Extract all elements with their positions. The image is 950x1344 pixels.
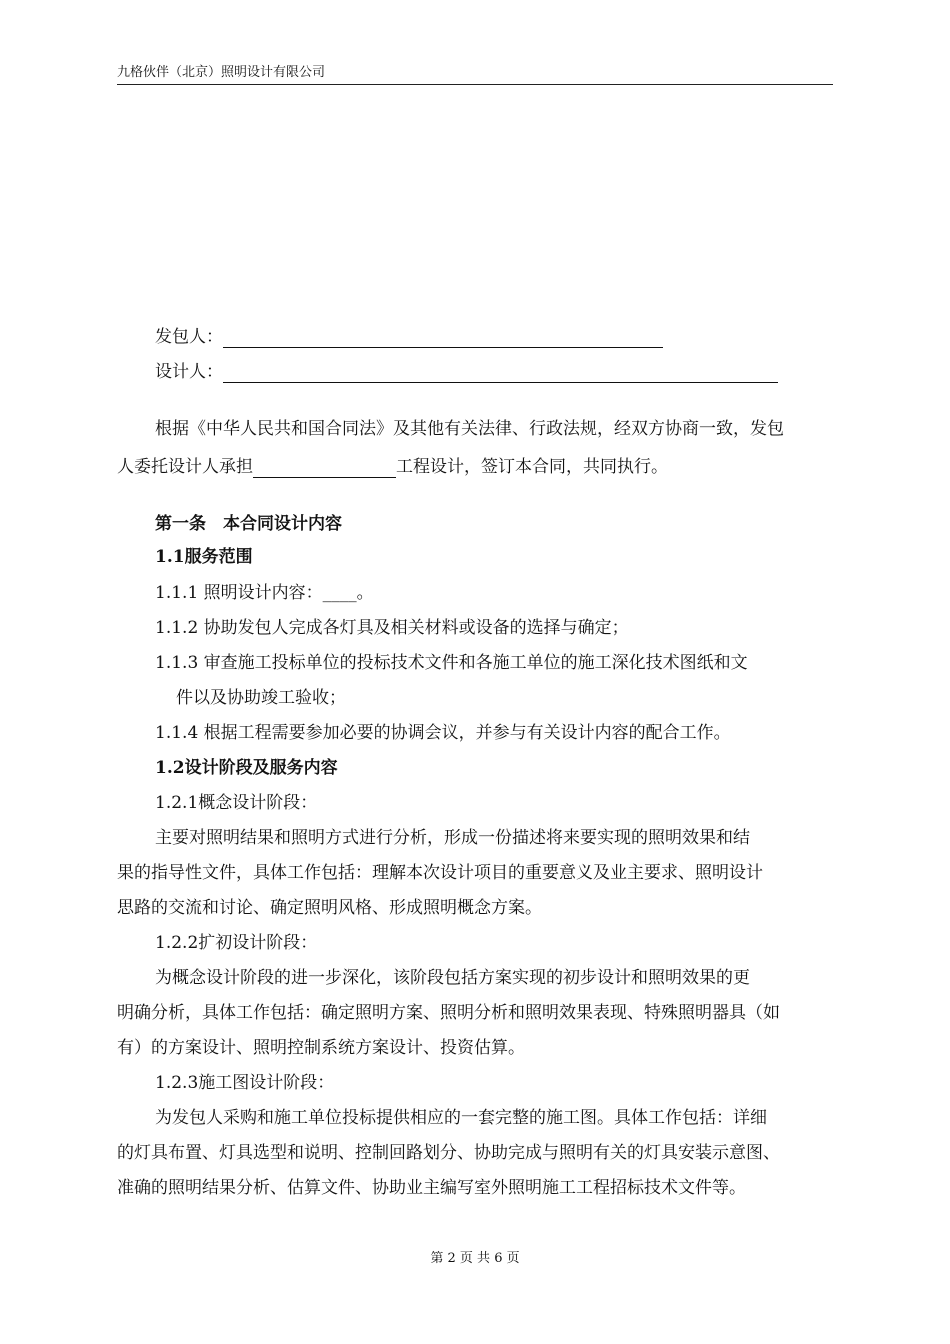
- phase-3-title: 1.2.3施工图设计阶段：: [155, 1073, 335, 1093]
- phase-1-title: 1.2.1概念设计阶段：: [155, 793, 318, 813]
- designer-line: [155, 361, 778, 383]
- item-1-1-4: 1.1.4 根据工程需要参加必要的协调会议，并参与有关设计内容的配合工作。: [155, 723, 731, 743]
- phase-2-text-3: 有）的方案设计、照明控制系统方案设计、投资估算。: [117, 1038, 525, 1058]
- phase-1-text-2: 果的指导性文件，具体工作包括：理解本次设计项目的重要意义及业主要求、照明设计: [117, 863, 763, 883]
- phase-3-text-3: 准确的照明结果分析、估算文件、协助业主编写室外照明施工工程招标技术文件等。: [117, 1178, 746, 1198]
- company-name: 九格伙伴（北京）照明设计有限公司: [117, 65, 326, 80]
- item-1-1-3-line-2: 件以及协助竣工验收；: [176, 688, 346, 708]
- intro-line-2: [117, 456, 668, 478]
- phase-3-text-2: 的灯具布置、灯具选型和说明、控制回路划分、协助完成与照明有关的灯具安装示意图、: [117, 1143, 780, 1163]
- phase-1-text-1: 主要对照明结果和照明方式进行分析，形成一份描述将来要实现的照明效果和结: [155, 828, 750, 848]
- page-header: [117, 66, 833, 85]
- employer-label: 发包人：: [155, 327, 223, 347]
- intro-line-2-suffix: 工程设计，签订本合同，共同执行。: [396, 457, 668, 477]
- designer-blank: [223, 364, 778, 383]
- employer-line: [155, 326, 663, 348]
- section-1-2-title: 1.2设计阶段及服务内容: [155, 758, 338, 778]
- phase-2-text-1: 为概念设计阶段的进一步深化，该阶段包括方案实现的初步设计和照明效果的更: [155, 968, 750, 988]
- designer-label: 设计人：: [155, 362, 223, 382]
- phase-2-text-2: 明确分析，具体工作包括：确定照明方案、照明分析和照明效果表现、特殊照明器具（如: [117, 1003, 780, 1023]
- phase-1-text-3: 思路的交流和讨论、确定照明风格、形成照明概念方案。: [117, 898, 542, 918]
- intro-line-2-prefix: 人委托设计人承担: [117, 457, 253, 477]
- page-number: 第 2 页 共 6 页: [430, 1251, 520, 1266]
- item-1-1-3-line-1: 1.1.3 审查施工投标单位的投标技术文件和各施工单位的施工深化技术图纸和文: [155, 653, 748, 673]
- employer-blank: [223, 329, 663, 348]
- item-1-1-2: 1.1.2 协助发包人完成各灯具及相关材料或设备的选择与确定；: [155, 618, 629, 638]
- article-1-title: 第一条 本合同设计内容: [155, 514, 342, 534]
- phase-3-text-1: 为发包人采购和施工单位投标提供相应的一套完整的施工图。具体工作包括：详细: [155, 1108, 767, 1128]
- project-name-blank: [253, 459, 396, 478]
- item-1-1-1: 1.1.1 照明设计内容：____。: [155, 583, 374, 603]
- intro-line-1: 根据《中华人民共和国合同法》及其他有关法律、行政法规，经双方协商一致，发包: [155, 419, 784, 439]
- phase-2-title: 1.2.2扩初设计阶段：: [155, 933, 318, 953]
- section-1-1-title: 1.1服务范围: [155, 547, 253, 567]
